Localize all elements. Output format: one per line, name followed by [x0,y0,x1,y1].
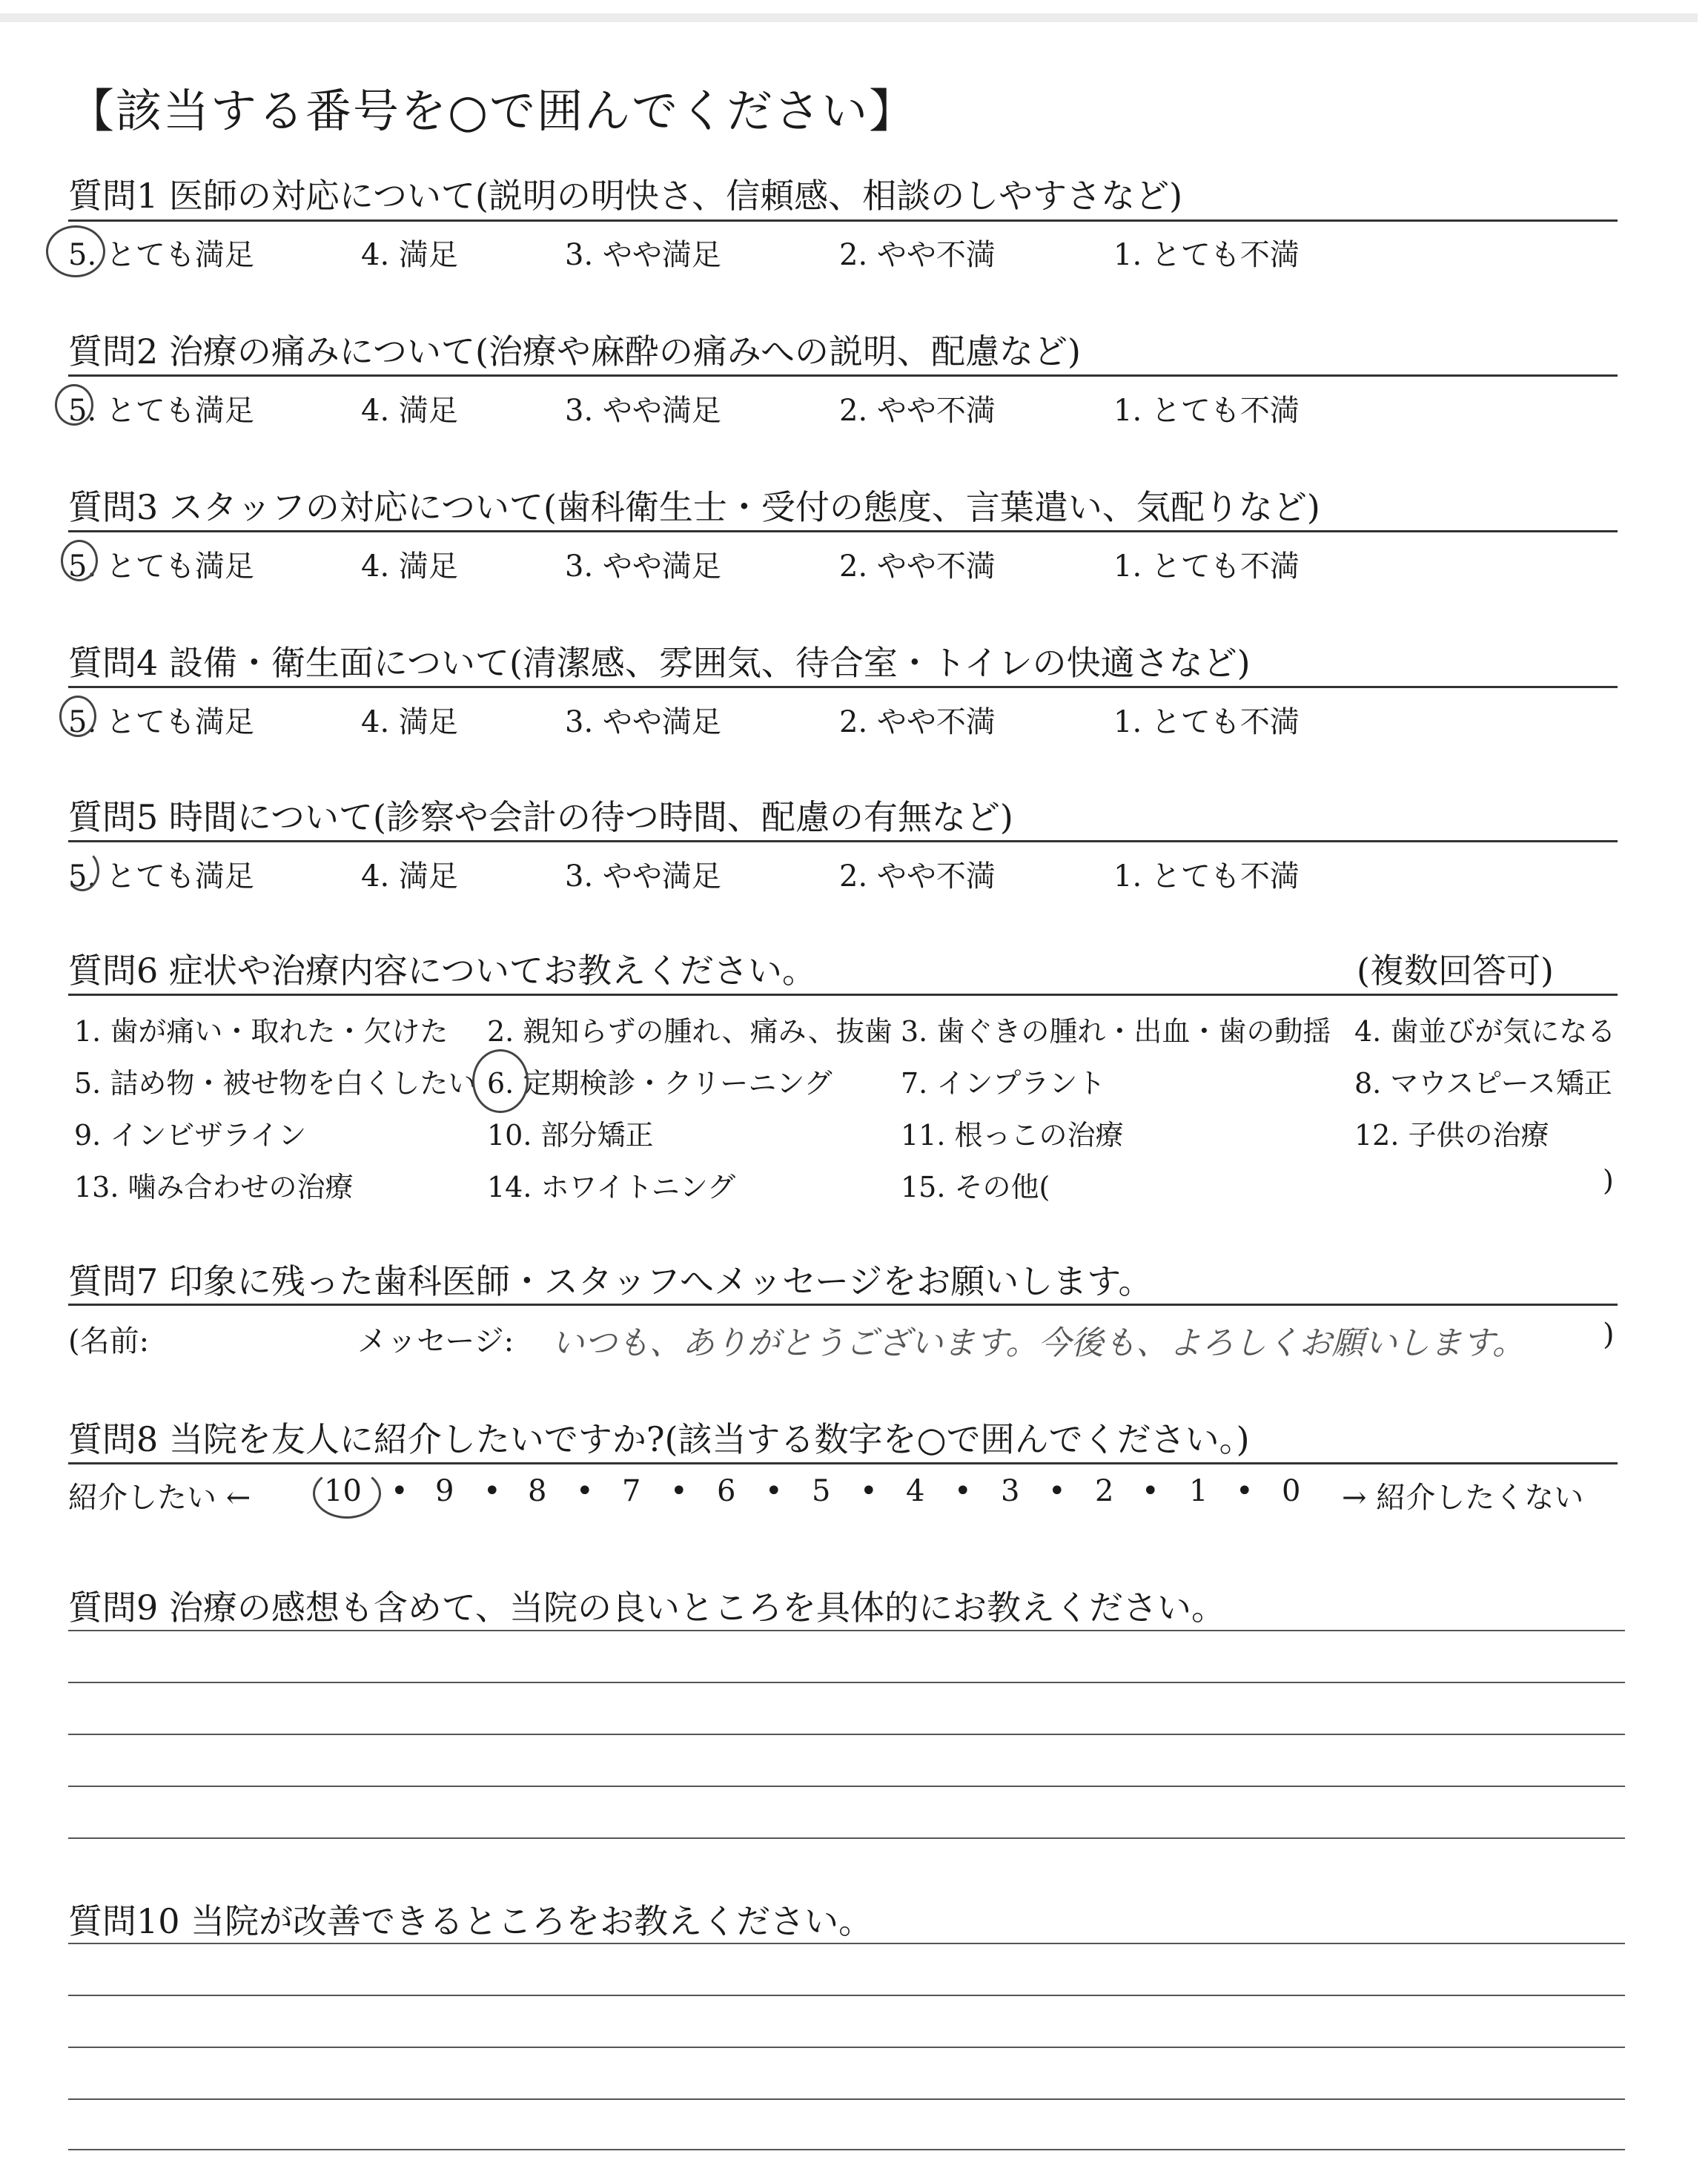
option-2[interactable]: 2. やや不満 [839,859,996,894]
scale-dot: • [670,1474,688,1508]
scale-10[interactable]: 10 [324,1474,362,1508]
question-4-title: 質問4 設備・衛生面について(清潔感、雰囲気、待合室・トイレの快適さなど) [68,643,1251,683]
question-1-title: 質問1 医師の対応について(説明の明快さ、信頼感、相談のしやすさなど) [68,176,1183,216]
message-close-paren: ) [1603,1318,1615,1352]
other-close-paren: ) [1603,1164,1614,1197]
answer-line[interactable] [68,1837,1625,1839]
symptom-option[interactable]: 8. マウスピース矯正 [1354,1067,1612,1100]
option-3[interactable]: 3. やや満足 [565,394,721,428]
question-8-title: 質問8 当院を友人に紹介したいですか?(該当する数字を○で囲んでください。) [68,1419,1250,1459]
symptom-option[interactable]: 5. 詰め物・被せ物を白くしたい [74,1067,477,1100]
option-2[interactable]: 2. やや不満 [839,238,996,272]
not-recommend-label: → 紹介したくない [1342,1481,1584,1515]
answer-line [68,1630,1625,1631]
question-3-title: 質問3 スタッフの対応について(歯科衛生士・受付の態度、言葉遣い、気配りなど) [68,487,1320,527]
option-1[interactable]: 1. とても不満 [1113,705,1300,739]
option-1[interactable]: 1. とても不満 [1113,238,1300,272]
scale-6[interactable]: 6 [717,1474,736,1508]
scale-7[interactable]: 7 [622,1474,641,1508]
answer-line[interactable] [68,1786,1625,1787]
scale-dot: • [391,1474,408,1508]
symptom-option[interactable]: 7. インプラント [901,1067,1106,1100]
symptom-option[interactable]: 12. 子供の治療 [1354,1119,1549,1152]
scale-dot: • [860,1474,878,1508]
question-5-rule [68,840,1618,842]
question-2-options [68,387,1618,428]
answer-line [68,1943,1625,1944]
question-4-options [68,698,1618,739]
option-4[interactable]: 4. 満足 [361,394,458,428]
answer-line[interactable] [68,1995,1625,1996]
option-5[interactable]: 5. とても満足 [68,859,254,894]
scale-5[interactable]: 5 [812,1474,831,1508]
question-2-rule [68,374,1618,377]
answer-line[interactable] [68,1734,1625,1735]
option-4[interactable]: 4. 満足 [361,705,458,739]
question-1-options [68,231,1618,272]
question-3-options [68,543,1618,584]
question-3-rule [68,530,1618,532]
scale-dot: • [765,1474,783,1508]
symptom-option[interactable]: 11. 根っこの治療 [901,1119,1124,1152]
scale-dot: • [1236,1474,1254,1508]
scale-dot: • [954,1474,972,1508]
scale-dot: • [1142,1474,1159,1508]
symptom-option[interactable]: 10. 部分矯正 [487,1119,654,1152]
scale-dot: • [1048,1474,1066,1508]
option-4[interactable]: 4. 満足 [361,859,458,894]
multiple-answer-note: (複数回答可) [1357,951,1554,991]
answer-line[interactable] [68,2098,1625,2100]
question-6-title: 質問6 症状や治療内容についてお教えください。 [68,951,816,991]
option-3[interactable]: 3. やや満足 [565,705,721,739]
option-4[interactable]: 4. 満足 [361,238,458,272]
scan-edge [0,13,1698,22]
message-row [68,1316,1625,1361]
scale-0[interactable]: 0 [1282,1474,1301,1508]
question-9-title: 質問9 治療の感想も含めて、当院の良いところを具体的にお教えください。 [68,1588,1225,1628]
option-2[interactable]: 2. やや不満 [839,549,996,584]
option-5[interactable]: 5. とても満足 [68,705,254,739]
question-1-rule [68,219,1618,222]
recommend-label: 紹介したい ← [68,1481,251,1515]
option-1[interactable]: 1. とても不満 [1113,394,1300,428]
scale-dot: • [576,1474,594,1508]
page-title: 【該当する番号を○で囲んでください】 [68,84,917,138]
question-7-rule [68,1304,1618,1306]
answer-line[interactable] [68,2047,1625,2048]
option-3[interactable]: 3. やや満足 [565,549,721,584]
symptom-option[interactable]: 2. 親知らずの腫れ、痛み、抜歯 [487,1015,893,1048]
symptom-option[interactable]: 4. 歯並びが気になる [1354,1015,1616,1048]
option-4[interactable]: 4. 満足 [361,549,458,584]
question-7-title: 質問7 印象に残った歯科医師・スタッフへメッセージをお願いします。 [68,1261,1153,1301]
option-1[interactable]: 1. とても不満 [1113,549,1300,584]
symptom-option[interactable]: 13. 噛み合わせの治療 [74,1171,354,1203]
scale-8[interactable]: 8 [528,1474,547,1508]
scale-9[interactable]: 9 [435,1474,454,1508]
question-4-rule [68,686,1618,688]
option-3[interactable]: 3. やや満足 [565,238,721,272]
question-8-rule [68,1462,1618,1464]
scale-2[interactable]: 2 [1095,1474,1114,1508]
symptom-option[interactable]: 6. 定期検診・クリーニング [487,1067,833,1100]
question-5-title: 質問5 時間について(診察や会計の待つ時間、配慮の有無など) [68,797,1013,837]
symptom-option[interactable]: 3. 歯ぐきの腫れ・出血・歯の動揺 [901,1015,1331,1048]
scale-1[interactable]: 1 [1189,1474,1208,1508]
option-5[interactable]: 5. とても満足 [68,238,254,272]
answer-line[interactable] [68,1682,1625,1683]
option-2[interactable]: 2. やや不満 [839,705,996,739]
scale-3[interactable]: 3 [1001,1474,1020,1508]
symptom-option[interactable]: 14. ホワイトニング [487,1171,736,1203]
question-10-title: 質問10 当院が改善できるところをお教えください。 [68,1901,873,1941]
scale-dot: • [483,1474,501,1508]
symptom-option[interactable]: 9. インビザライン [74,1119,307,1152]
question-6-rule [68,994,1618,996]
scale-4[interactable]: 4 [906,1474,925,1508]
symptom-option-other[interactable]: 15. その他( [901,1171,1050,1203]
option-1[interactable]: 1. とても不満 [1113,859,1300,894]
handwritten-message[interactable]: いつも、ありがとうございます。今後も、よろしくお願いします。 [552,1324,1525,1362]
option-3[interactable]: 3. やや満足 [565,859,721,894]
option-5[interactable]: 5. とても満足 [68,394,254,428]
option-5[interactable]: 5. とても満足 [68,549,254,584]
recommend-scale [68,1474,1625,1519]
question-2-title: 質問2 治療の痛みについて(治療や麻酔の痛みへの説明、配慮など) [68,331,1081,371]
option-2[interactable]: 2. やや不満 [839,394,996,428]
answer-line[interactable] [68,2149,1625,2150]
name-label: (名前: [68,1324,150,1358]
question-5-options [68,853,1618,894]
message-label: メッセージ: [357,1324,514,1358]
symptom-option[interactable]: 1. 歯が痛い・取れた・欠けた [74,1015,448,1048]
